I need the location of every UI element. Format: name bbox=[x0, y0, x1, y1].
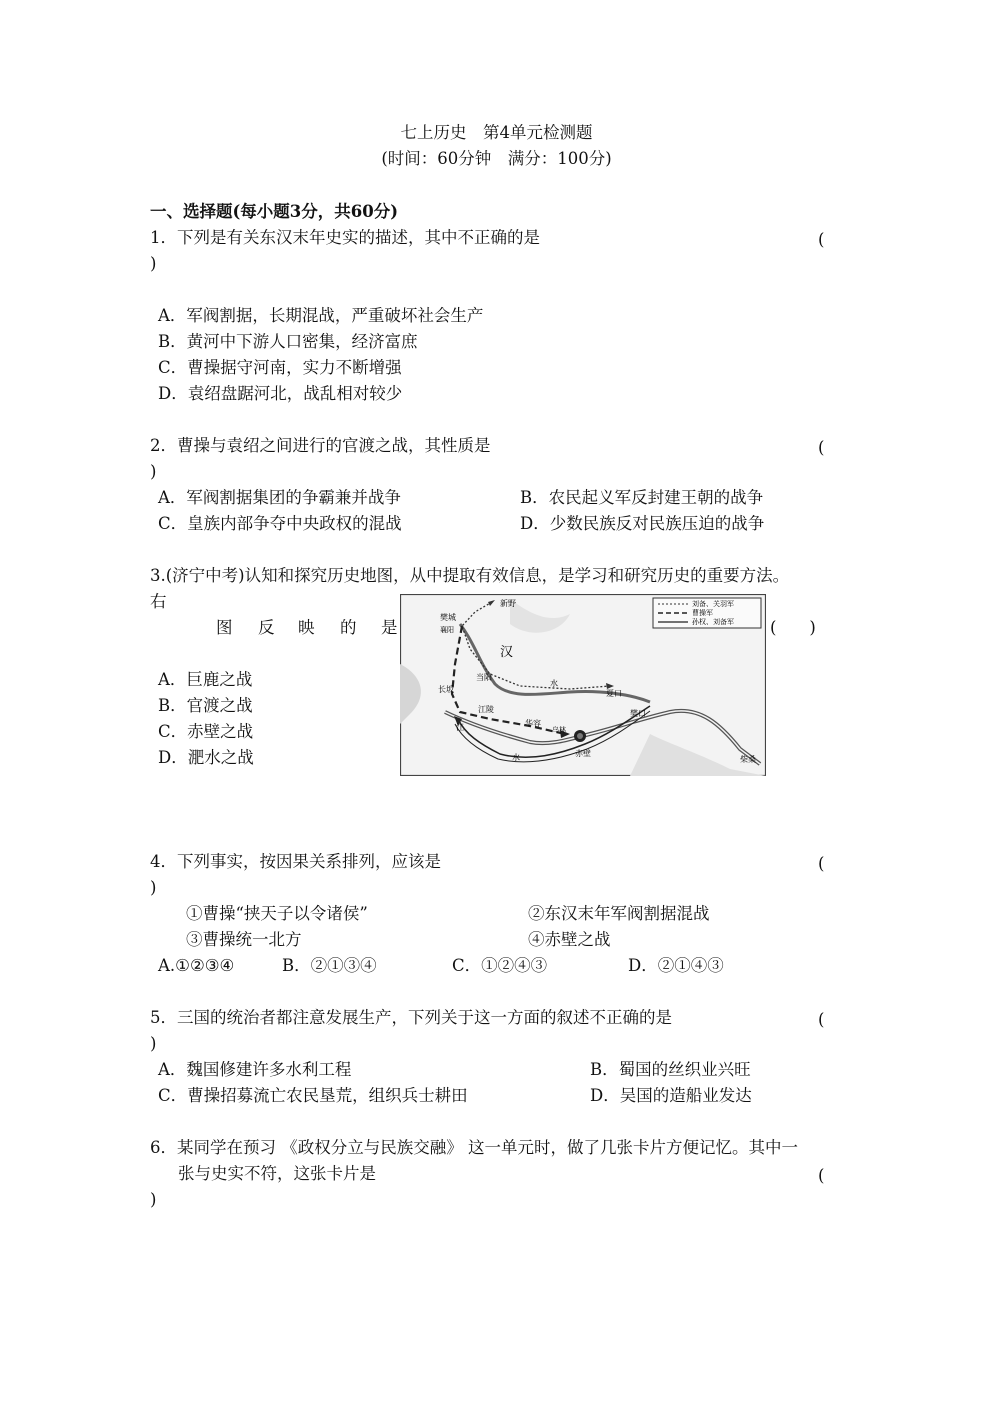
question-4-item-2: ②东汉末年军阀割据混战 bbox=[528, 904, 710, 923]
map-place-label: 襄阳 bbox=[440, 626, 454, 634]
question-3-option-c: C．赤壁之战 bbox=[158, 722, 254, 741]
question-4-answer-paren: ( bbox=[818, 854, 825, 873]
question-4-option-c: C．①②④③ bbox=[452, 956, 548, 975]
map-place-label: 夏口 bbox=[606, 689, 622, 698]
section-heading: 一、选择题(每小题3分，共60分) bbox=[150, 202, 399, 221]
question-3-stem-char: 图 bbox=[216, 618, 233, 637]
question-4-option-d: D．②①④③ bbox=[628, 956, 724, 975]
question-6-stem-line2: 张与史实不符，这张卡片是 bbox=[178, 1164, 376, 1183]
map-place-label: 汉 bbox=[500, 645, 514, 660]
question-6-answer-paren: ( bbox=[818, 1166, 825, 1185]
question-4-item-3: ③曹操统一北方 bbox=[186, 930, 302, 949]
question-4-answer-paren-close: ) bbox=[150, 878, 157, 897]
page-subtitle: (时间：60分钟 满分：100分) bbox=[381, 149, 612, 168]
question-3-option-a: A．巨鹿之战 bbox=[158, 670, 253, 689]
question-3-stem-char: 的 bbox=[340, 618, 357, 637]
map-place-label: 华容 bbox=[525, 719, 541, 728]
question-4-item-1: ①曹操“挟天子以令诸侯” bbox=[186, 904, 368, 923]
map-place-label: 新野 bbox=[500, 599, 516, 608]
map-place-label: 乌林 bbox=[552, 726, 566, 734]
question-3-stem: 3.(济宁中考)认知和探究历史地图，从中提取有效信息，是学习和研究历史的重要方法。 bbox=[150, 566, 790, 585]
question-2-option-b: B．农民起义军反封建王朝的战争 bbox=[520, 488, 764, 507]
question-2-option-a: A．军阀割据集团的争霸兼并战争 bbox=[158, 488, 401, 507]
legend-label: 刘备、关羽军 bbox=[692, 600, 734, 608]
question-5-option-d: D．吴国的造船业发达 bbox=[590, 1086, 752, 1105]
question-1-stem: 1．下列是有关东汉末年史实的描述，其中不正确的是 bbox=[150, 228, 540, 247]
question-5-answer-paren-close: ) bbox=[150, 1034, 157, 1053]
legend-label: 孙权、刘备军 bbox=[692, 618, 734, 626]
question-3-answer-paren: ( ) bbox=[770, 618, 816, 637]
question-3-option-d: D．淝水之战 bbox=[158, 748, 254, 767]
question-3-stem-char: 反 bbox=[258, 618, 275, 637]
question-1-answer-paren-close: ) bbox=[150, 254, 157, 273]
question-1-option-c: C．曹操据守河南，实力不断增强 bbox=[158, 358, 402, 377]
map-place-label: 樊口 bbox=[630, 709, 646, 718]
map-place-label: 柴桑 bbox=[740, 755, 756, 764]
question-5-option-b: B．蜀国的丝织业兴旺 bbox=[590, 1060, 751, 1079]
question-2-answer-paren: ( bbox=[818, 438, 825, 457]
map-place-label: 长坂 bbox=[438, 685, 454, 694]
question-2-option-d: D．少数民族反对民族压迫的战争 bbox=[520, 514, 765, 533]
question-1-option-a: A．军阀割据，长期混战，严重破坏社会生产 bbox=[158, 306, 484, 325]
question-3-stem-char: 映 bbox=[298, 618, 315, 637]
chibi-battle-site-inner bbox=[577, 733, 583, 739]
question-5-option-a: A．魏国修建许多水利工程 bbox=[158, 1060, 352, 1079]
map-place-label: 当阳 bbox=[476, 673, 492, 682]
question-6-stem: 6．某同学在预习 《政权分立与民族交融》 这一单元时，做了几张卡片方便记忆。其中一 bbox=[150, 1138, 798, 1157]
question-4-stem: 4．下列事实，按因果关系排列，应该是 bbox=[150, 852, 441, 871]
map-place-label: 水 bbox=[512, 753, 520, 762]
legend-label: 曹操军 bbox=[692, 609, 713, 617]
battle-map bbox=[400, 594, 766, 776]
question-2-stem: 2．曹操与袁绍之间进行的官渡之战，其性质是 bbox=[150, 436, 491, 455]
question-4-option-a: A.①②③④ bbox=[158, 956, 235, 975]
page-title: 七上历史 第4单元检测题 bbox=[400, 123, 593, 142]
map-place-label: 赤壁 bbox=[575, 749, 591, 758]
question-3-stem-char: 是 bbox=[381, 618, 398, 637]
question-3-option-b: B．官渡之战 bbox=[158, 696, 253, 715]
question-1-answer-paren: ( bbox=[818, 230, 825, 249]
question-6-answer-paren-close: ) bbox=[150, 1190, 157, 1209]
question-2-answer-paren-close: ) bbox=[150, 462, 157, 481]
question-2-option-c: C．皇族内部争夺中央政权的混战 bbox=[158, 514, 402, 533]
map-place-label: 江 bbox=[456, 723, 464, 732]
question-5-stem: 5．三国的统治者都注意发展生产，下列关于这一方面的叙述不正确的是 bbox=[150, 1008, 672, 1027]
question-1-option-d: D．袁绍盘踞河北，战乱相对较少 bbox=[158, 384, 403, 403]
question-5-answer-paren: ( bbox=[818, 1010, 825, 1029]
question-4-option-b: B．②①③④ bbox=[282, 956, 377, 975]
question-5-option-c: C．曹操招募流亡农民垦荒，组织兵士耕田 bbox=[158, 1086, 468, 1105]
map-place-label: 樊城 bbox=[440, 613, 456, 622]
question-4-item-4: ④赤壁之战 bbox=[528, 930, 611, 949]
map-place-label: 江陵 bbox=[478, 705, 494, 714]
map-place-label: 水 bbox=[550, 679, 558, 688]
question-3-stem-line2: 右 bbox=[150, 592, 167, 611]
question-1-option-b: B．黄河中下游人口密集，经济富庶 bbox=[158, 332, 418, 351]
